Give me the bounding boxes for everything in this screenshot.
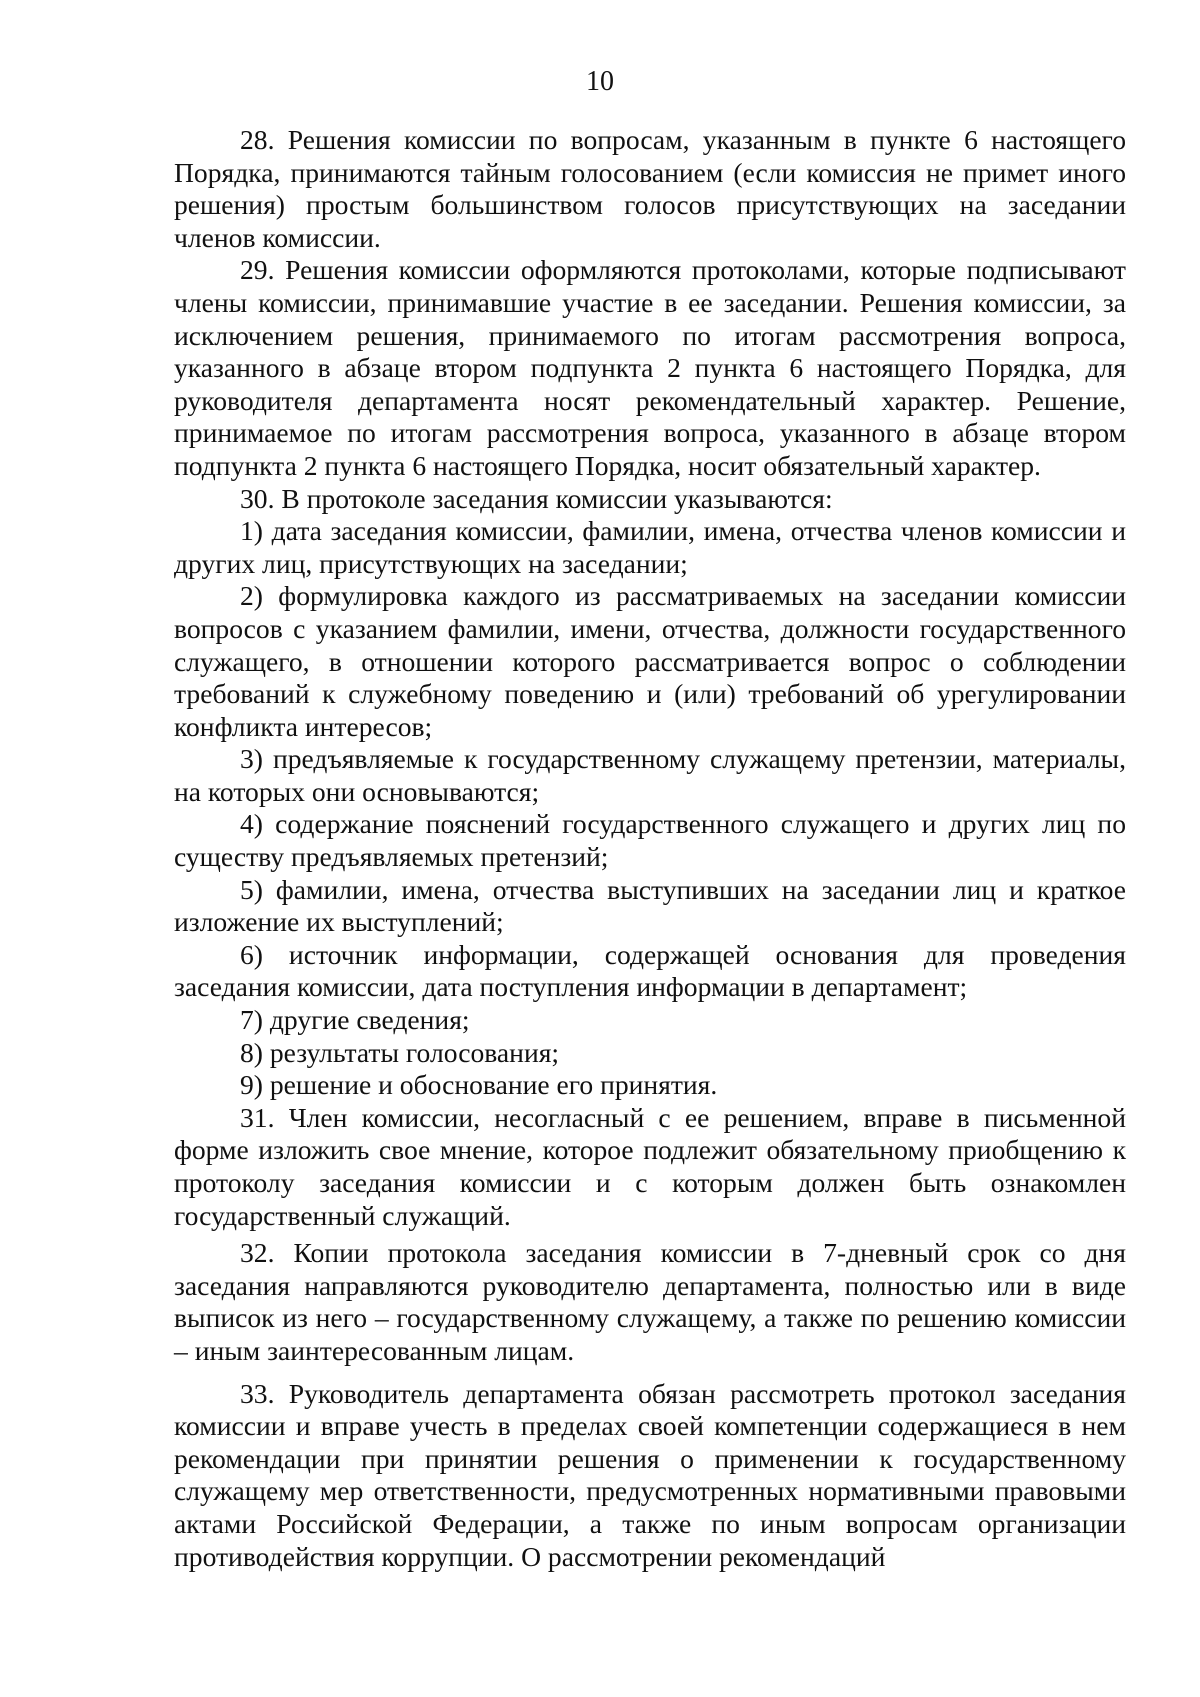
paragraph-30-item-7: 7) другие сведения; [240,1004,470,1036]
paragraph-30-item-3: 3) предъявляемые к государственному служащему претензии, материалы, на которых они основываются; [174,743,1126,807]
paragraph-28: 28. Решения комиссии по вопросам, указанным в пункте 6 настоящего Порядка, принимаются тайным голосованием (если комиссия не примет иного решения) простым большинством голосов присутствующих на заседании членов комиссии. [174,124,1126,253]
paragraph-30: 30. В протоколе заседания комиссии указываются: [240,482,833,514]
paragraph-31: 31. Член комиссии, несогласный с ее решением, вправе в письменной форме изложить свое мнение, которое подлежит обязательному приобщению к протоколу заседания комиссии и с которым должен быть ознакомлен государственный служащий. [174,1101,1126,1231]
page-number: 10 [586,66,614,97]
paragraph-33: 33. Руководитель департамента обязан рассмотреть протокол заседания комиссии и вправе учесть в пределах своей компетенции содержащиеся в нем рекомендации при принятии решения о применении к государственному служащему мер ответственности, предусмотренных нормативными правовыми актами Российской Федерации, а также по иным вопросам организации противодействия коррупции. О рассмотрении рекомендаций [174,1377,1126,1572]
paragraph-30-item-2: 2) формулировка каждого из рассматриваемых на заседании комиссии вопросов с указанием фамилии, имени, отчества, должности государственного служащего, в отношении которого рассматривается вопрос о соблюдении требований к служебному поведению и (или) требований об урегулировании конфликта интересов; [174,580,1126,742]
paragraph-29: 29. Решения комиссии оформляются протоколами, которые подписывают члены комиссии, принимавшие участие в ее заседании. Решения комиссии, за исключением решения, принимаемого по итогам рассмотрения вопроса, указанного в абзаце втором подпункта 2 пункта 6 настоящего Порядка, для руководителя департамента носят рекомендательный характер. Решение, принимаемое по итогам рассмотрения вопроса, указанного в абзаце втором подпункта 2 пункта 6 настоящего Порядка, носит обязательный характер. [174,254,1126,481]
paragraph-30-item-8: 8) результаты голосования; [240,1036,560,1068]
paragraph-30-item-4: 4) содержание пояснений государственного служащего и других лиц по существу предъявляемых претензий; [174,808,1126,873]
paragraph-30-item-6: 6) источник информации, содержащей основания для проведения заседания комиссии, дата поступления информации в департамент; [174,938,1126,1003]
paragraph-30-item-9: 9) решение и обоснование его принятия. [240,1069,718,1101]
document-body [174,124,1126,1573]
paragraph-30-item-1: 1) дата заседания комиссии, фамилии, имена, отчества членов комиссии и других лиц, присутствующих на заседании; [174,515,1126,579]
paragraph-30-item-5: 5) фамилии, имена, отчества выступивших на заседании лиц и краткое изложение их выступлений; [174,873,1126,938]
paragraph-32: 32. Копии протокола заседания комиссии в 7-дневный срок со дня заседания направляются руководителю департамента, полностью или в виде выписок из него – государственному служащему, а также по решению комиссии – иным заинтересованным лицам. [174,1237,1126,1366]
